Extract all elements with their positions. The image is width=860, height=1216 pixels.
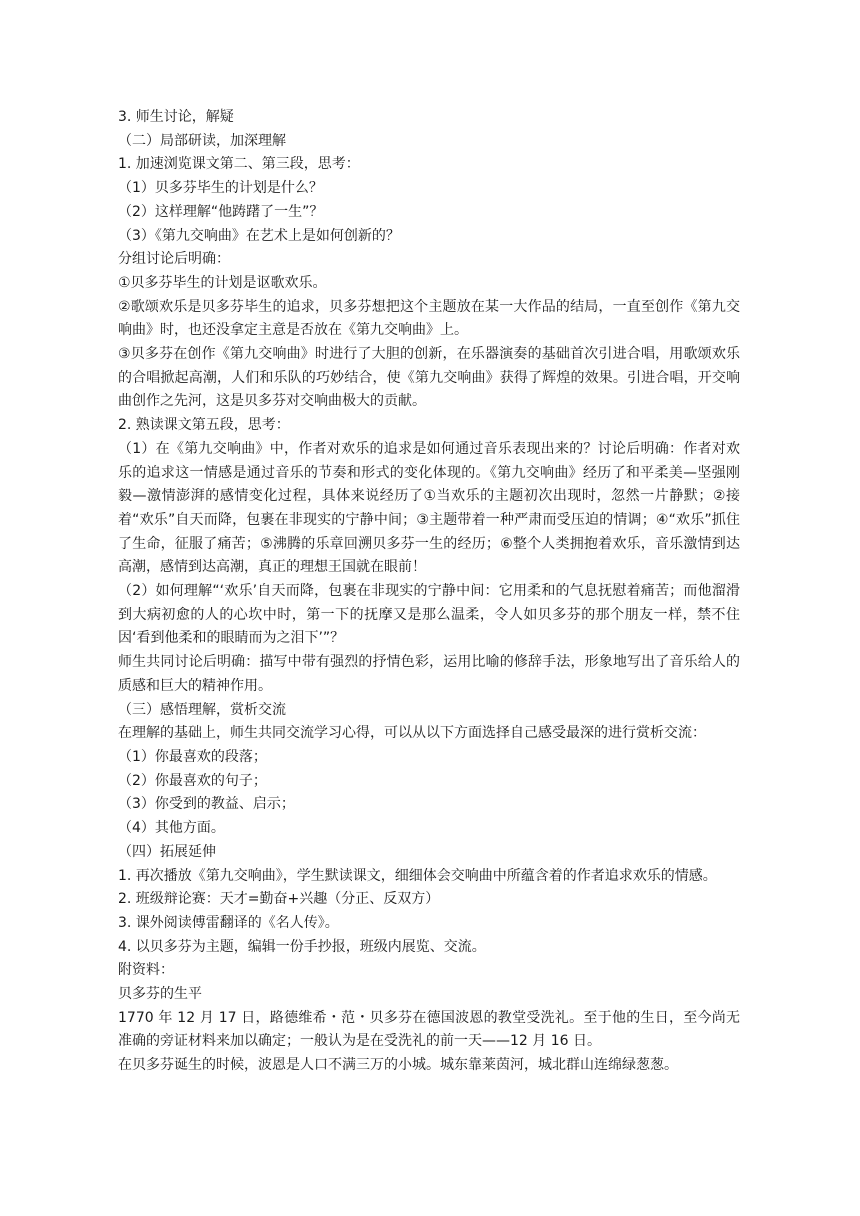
question-1: （1）贝多芬毕生的计划是什么？: [118, 180, 323, 197]
paragraph-discussion-heading: 3. 师生讨论，解疑: [118, 109, 234, 125]
paragraph-conclusion: 师生共同讨论后明确：描写中带有强烈的抒情色彩，运用比喻的修辞手法，形象地写出了音乐给人的质感和巨大的精神作用。: [118, 654, 740, 694]
extension-item-3: 3. 课外阅读傅雷翻译的《名人传》。: [118, 914, 339, 931]
answer-3: ③贝多芬在创作《第九交响曲》时进行了大胆的创新，在乐器演奏的基础首次引进合唱，用歌颂欢乐的合唱掀起高潮，人们和乐队的巧妙结合，使《第九交响曲》获得了辉煌的效果。引进合唱，开交响曲创作之先河，这是贝多芬对交响曲极大的贡献。: [118, 346, 740, 410]
extension-item-1: 1. 再次播放《第九交响曲》，学生默读课文，细细体会交响曲中所蕴含着的作者追求欢乐的情感。: [118, 867, 717, 884]
section-heading-4: （四）拓展延伸: [118, 843, 216, 860]
answer-1: ①贝多芬毕生的计划是讴歌欢乐。: [118, 274, 327, 291]
extension-item-4: 4. 以贝多芬为主题，编辑一份手抄报，班级内展览、交流。: [118, 938, 486, 955]
list-item-3: （3）你受到的教益、启示；: [118, 796, 295, 813]
paragraph-task-2: 2. 熟读课文第五段，思考：: [118, 417, 290, 434]
paragraph-task-1: 1. 加速浏览课文第二、第三段，思考：: [118, 156, 360, 173]
list-item-2: （2）你最喜欢的句子；: [118, 772, 267, 789]
extension-item-2: 2. 班级辩论赛：天才=勤奋+兴趣（分正、反双方）: [118, 891, 440, 908]
appendix-label: 附资料：: [118, 962, 174, 979]
biography-paragraph-2: 在贝多芬诞生的时候，波恩是人口不满三万的小城。城东靠莱茵河，城北群山连绵绿葱葱。: [118, 1057, 678, 1074]
document-page: [118, 106, 740, 1078]
question-3: （3）《第九交响曲》在艺术上是如何创新的？: [118, 227, 400, 244]
section-heading-2: （二）局部研读，加深理解: [118, 132, 286, 149]
appendix-title: 贝多芬的生平: [118, 986, 202, 1003]
paragraph-clarify: 分组讨论后明确：: [118, 251, 230, 268]
section-heading-3: （三）感悟理解，赏析交流: [118, 701, 286, 718]
list-item-4: （4）其他方面。: [118, 820, 225, 837]
paragraph-exchange: 在理解的基础上，师生共同交流学习心得，可以从以下方面选择自己感受最深的进行赏析交流：: [118, 725, 706, 742]
list-item-1: （1）你最喜欢的段落；: [118, 748, 267, 765]
paragraph-question-analysis-1: （1）在《第九交响曲》中，作者对欢乐的追求是如何通过音乐表现出来的？讨论后明确：作者对欢乐的追求这一情感是通过音乐的节奏和形式的变化体现的。《第九交响曲》经历了和平柔美—坚强刚毅—激情澎湃的感情变化过程，具体来说经历了①当欢乐的主题初次出现时，忽然一片静默；②接着“欢乐”自天而降，包裹在非现实的宁静中间；③主题带着一种严肃而受压迫的情调；④“欢乐”抓住了生命，征服了痛苦；⑤沸腾的乐章回溯贝多芬一生的经历；⑥整个人类拥抱着欢乐，音乐激情到达高潮，感情到达高潮，真正的理想王国就在眼前！: [118, 440, 740, 576]
question-2: （2）这样理解“他踌躇了一生”？: [118, 203, 324, 220]
answer-2: ②歌颂欢乐是贝多芬毕生的追求，贝多芬想把这个主题放在某一大作品的结局，一直至创作《第九交响曲》时，也还没拿定主意是否放在《第九交响曲》上。: [118, 298, 740, 339]
biography-paragraph-1: 1770 年 12 月 17 日，路德维希・范・贝多芬在德国波恩的教堂受洗礼。至于他的生日，至今尚无准确的旁证材料来加以确定；一般认为是在受洗礼的前一天——12 月 16 日。: [118, 1009, 740, 1050]
paragraph-question-analysis-2: （2）如何理解“‘欢乐’自天而降，包裹在非现实的宁静中间：它用柔和的气息抚慰着痛苦；而他溜滑到大病初愈的人的心坎中时，第一下的抚摩又是那么温柔，令人如贝多芬的那个朋友一样，禁不住因‘看到他柔和的眼睛而为之泪下’”？: [118, 583, 740, 647]
